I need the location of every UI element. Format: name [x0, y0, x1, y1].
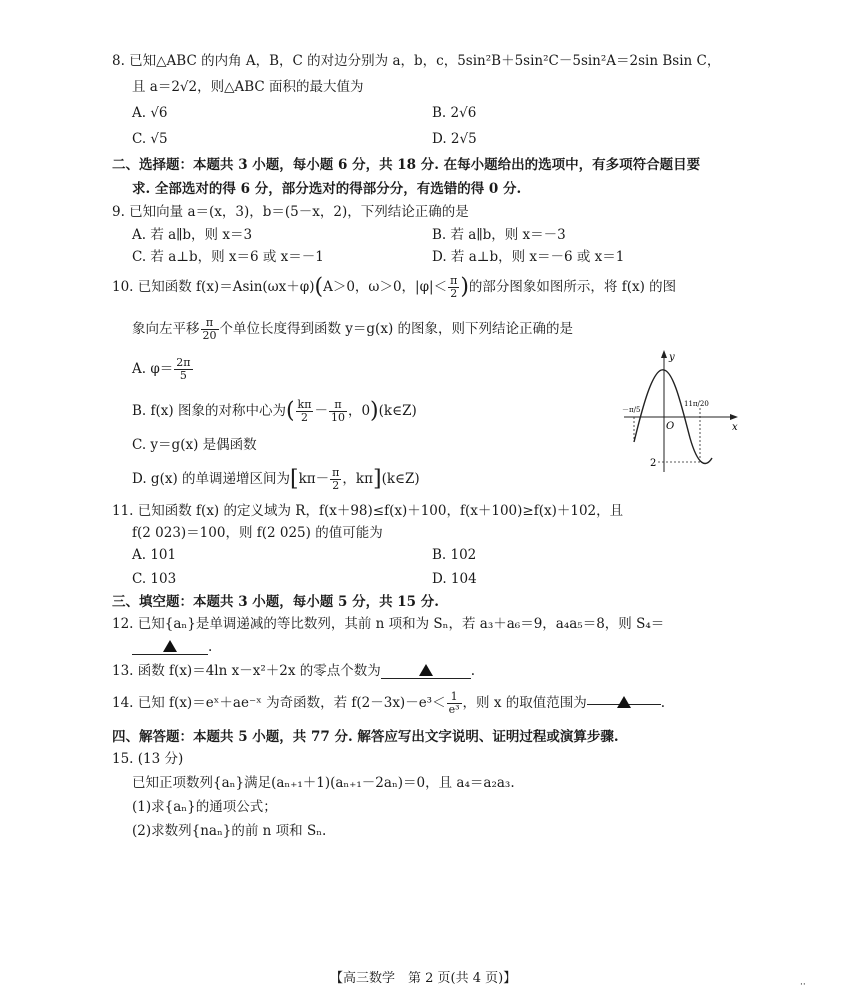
q11-option-b: B. 102	[432, 547, 477, 563]
page-footer: 【高三数学 第 2 页(共 4 页)】	[330, 971, 517, 986]
q9-option-a: A. 若 a∥b，则 x＝3	[132, 227, 253, 243]
q11-line1: 11. 已知函数 f(x) 的定义域为 R，f(x＋98)≤f(x)＋100，f(x＋100)≥f(x)＋102，且	[112, 503, 624, 519]
q10-line2: 象向左平移 $\frac{\pi}{20}$ 个单位长度得到函数 y＝g(x) 的图象，则下列结论正确的是	[132, 316, 573, 342]
y-min-tick-label: 2	[650, 458, 657, 469]
q15-part1: (1)求{aₙ}的通项公式；	[132, 799, 277, 815]
q15-heading: 15. (13 分)	[112, 751, 184, 767]
q8-option-b: B. 2√6	[432, 105, 477, 121]
q11-option-a: A. 101	[132, 547, 177, 563]
q9-option-b: B. 若 a∥b，则 x＝－3	[432, 227, 566, 243]
q11-line2: f(2 023)＝100，则 f(2 025) 的值可能为	[132, 525, 383, 541]
q10-option-d: D. g(x) 的单调递增区间为[kπ－ $\frac{\pi}{2}$ ，kπ](k∈Z)	[132, 466, 420, 492]
left-tick-label: －π/5	[622, 406, 641, 414]
q10-option-a: A. φ＝ $\frac{2\pi}{5}$	[132, 356, 191, 382]
q12-answer-line: .	[132, 638, 212, 656]
q8-line2: 且 a＝2√2，则△ABC 面积的最大值为	[132, 79, 364, 95]
q14-line: 14. 已知 f(x)＝eˣ＋ae⁻ˣ 为奇函数，若 f(2－3x)－e³＜ $\frac{1}{\text{e³}}$ ，则 x 的取值范围为 .	[112, 690, 666, 716]
q15-part2: (2)求数列{naₙ}的前 n 项和 Sₙ.	[132, 823, 327, 839]
x-axis-label: x	[732, 422, 738, 433]
corner-mark: ··	[800, 980, 806, 990]
answer-triangle-icon	[163, 640, 177, 652]
section2-heading-line2: 求. 全部选对的得 6 分，部分选对的得部分分，有选错的得 0 分.	[132, 181, 522, 197]
answer-triangle-icon	[617, 696, 631, 708]
q12-line1: 12. 已知{aₙ}是单调递减的等比数列，其前 n 项和为 Sₙ，若 a₃＋a₆＝9，a₄a₅＝8，则 S₄＝	[112, 616, 665, 632]
q14-answer-blank	[587, 688, 661, 705]
q10-pi-over-2: $\frac{\pi}{2}$	[450, 274, 458, 300]
q10-option-c: C. y＝g(x) 是偶函数	[132, 437, 257, 453]
q9-option-d: D. 若 a⊥b，则 x＝－6 或 x＝1	[432, 249, 625, 265]
q8-option-a: A. √6	[132, 105, 168, 121]
q9-option-c: C. 若 a⊥b，则 x＝6 或 x＝－1	[132, 249, 324, 265]
q10-stem: 10. 已知函数 f(x)＝Asin(ωx＋φ)(A＞0，ω＞0，|φ|＜ $\frac{\pi}{2}$ )的部分图象如图所示，将 f(x) 的图	[112, 274, 677, 300]
q8-option-c: C. √5	[132, 131, 168, 147]
answer-triangle-icon	[419, 664, 433, 676]
q9-stem: 9. 已知向量 a＝(x，3)，b＝(5－x，2)，下列结论正确的是	[112, 204, 469, 220]
q13-line: 13. 函数 f(x)＝4ln x－x²＋2x 的零点个数为 .	[112, 663, 476, 679]
x-axis-arrow	[730, 414, 738, 420]
q11-option-d: D. 104	[432, 571, 477, 587]
section4-heading: 四、解答题：本题共 5 小题，共 77 分. 解答应写出文字说明、证明过程或演算步骤.	[112, 729, 619, 745]
origin-label: O	[666, 421, 675, 432]
q12-answer-blank	[132, 638, 208, 655]
q11-option-c: C. 103	[132, 571, 177, 587]
right-tick-label: 11π/20	[684, 400, 709, 408]
y-axis-label: y	[669, 352, 675, 363]
y-axis-arrow	[661, 350, 667, 358]
section2-heading-line1: 二、选择题：本题共 3 小题，每小题 6 分，共 18 分. 在每小题给出的选项中，有多项符合题目要	[112, 157, 701, 173]
q10-option-b: B. f(x) 图象的对称中心为( $\frac{k\pi}{2}$ － $\frac{\pi}{10}$ ，0)(k∈Z)	[132, 398, 417, 424]
q15-stem: 已知正项数列{aₙ}满足(aₙ₊₁＋1)(aₙ₊₁－2aₙ)＝0，且 a₄＝a₂a₃.	[132, 775, 515, 791]
q10-pi-over-20: $\frac{\pi}{20}$	[202, 316, 217, 342]
q8-option-d: D. 2√5	[432, 131, 477, 147]
q8-line1: 8. 已知△ABC 的内角 A，B，C 的对边分别为 a，b，c，5sin²B＋5sin²C－5sin²A＝2sin Bsin C，	[112, 53, 721, 69]
q13-answer-blank	[381, 662, 471, 679]
section3-heading: 三、填空题：本题共 3 小题，每小题 5 分，共 15 分.	[112, 594, 439, 610]
q10-function-graph	[620, 348, 742, 476]
